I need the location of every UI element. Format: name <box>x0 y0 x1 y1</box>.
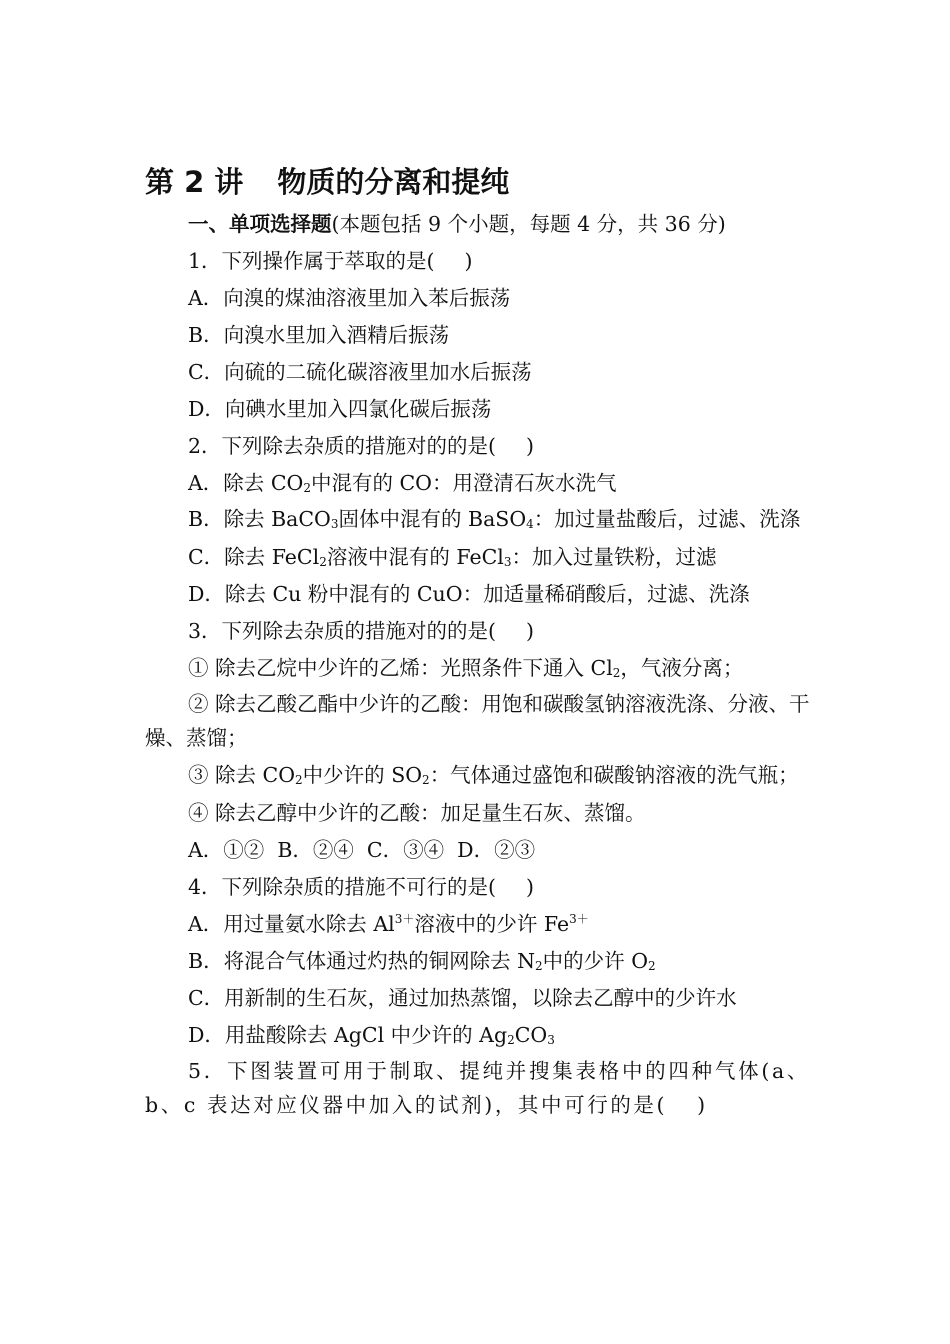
question-4-option-a: A．用过量氨水除去 $Al^{3+}$溶液中的少许 $Fe^{3+}$ <box>188 912 589 936</box>
question-3-options: A．①② B．②④ C．③④ D．②③ <box>188 838 536 862</box>
question-3-statement-3: ③ 除去 $CO_2$中少许的 $SO_2$：气体通过盛饱和碳酸钠溶液的洗气瓶； <box>188 763 799 787</box>
question-2-stem: 2．下列除去杂质的措施对的的是( ) <box>188 434 535 458</box>
question-3-statement-2: ② 除去乙酸乙酯中少许的乙酸：用饱和碳酸氢钠溶液洗涤、分液、干燥、蒸馏； <box>145 692 810 750</box>
question-3-statement-1: ① 除去乙烷中少许的乙烯：光照条件下通入 $Cl_2$，气液分离； <box>188 656 744 680</box>
question-5-stem: 5．下图装置可用于制取、提纯并搜集表格中的四种气体(a、b、c 表达对应仪器中加入的试剂)，其中可行的是( ) <box>145 1059 810 1117</box>
question-2-option-d: D．除去 Cu 粉中混有的 CuO：加适量稀硝酸后，过滤、洗涤 <box>188 582 750 606</box>
section-note: (本题包括 9 个小题，每题 4 分，共 36 分) <box>331 212 726 236</box>
question-2-option-a: A．除去 $CO_2$中混有的 CO：用澄清石灰水洗气 <box>188 471 617 495</box>
question-1-option-a: A．向溴的煤油溶液里加入苯后振荡 <box>188 286 511 310</box>
question-4-stem: 4．下列除杂质的措施不可行的是( ) <box>188 875 535 899</box>
question-2-option-c: C．除去 FeCl$_2$溶液中混有的 FeCl$_3$：加入过量铁粉，过滤 <box>188 545 717 569</box>
lesson-title <box>145 160 810 204</box>
question-1-option-c: C．向硫的二硫化碳溶液里加水后振荡 <box>188 360 532 384</box>
question-4-option-d: D．用盐酸除去 AgCl 中少许的 $Ag_2CO_3$ <box>188 1023 555 1047</box>
question-3-statement-4: ④ 除去乙醇中少许的乙酸：加足量生石灰、蒸馏。 <box>188 801 646 825</box>
question-4-option-c: C．用新制的生石灰，通过加热蒸馏，以除去乙醇中的少许水 <box>188 986 737 1010</box>
question-4-option-b: B．将混合气体通过灼热的铜网除去 $N_2$中的少许 $O_2$ <box>188 949 656 973</box>
lesson-number: 第 2 讲 <box>145 165 244 199</box>
section-heading: 一、单项选择题(本题包括 9 个小题，每题 4 分，共 36 分) <box>188 212 726 236</box>
question-3-stem: 3．下列除去杂质的措施对的的是( ) <box>188 619 535 643</box>
question-2-option-b: B．除去 BaCO$_3$固体中混有的 BaSO$_4$：加过量盐酸后，过滤、洗涤 <box>188 507 801 531</box>
document-page <box>145 160 810 1125</box>
lesson-topic: 物质的分离和提纯 <box>277 165 510 199</box>
question-1-option-b: B．向溴水里加入酒精后振荡 <box>188 323 450 347</box>
question-1-stem: 1．下列操作属于萃取的是( ) <box>188 249 473 273</box>
question-1-option-d: D．向碘水里加入四氯化碳后振荡 <box>188 397 492 421</box>
